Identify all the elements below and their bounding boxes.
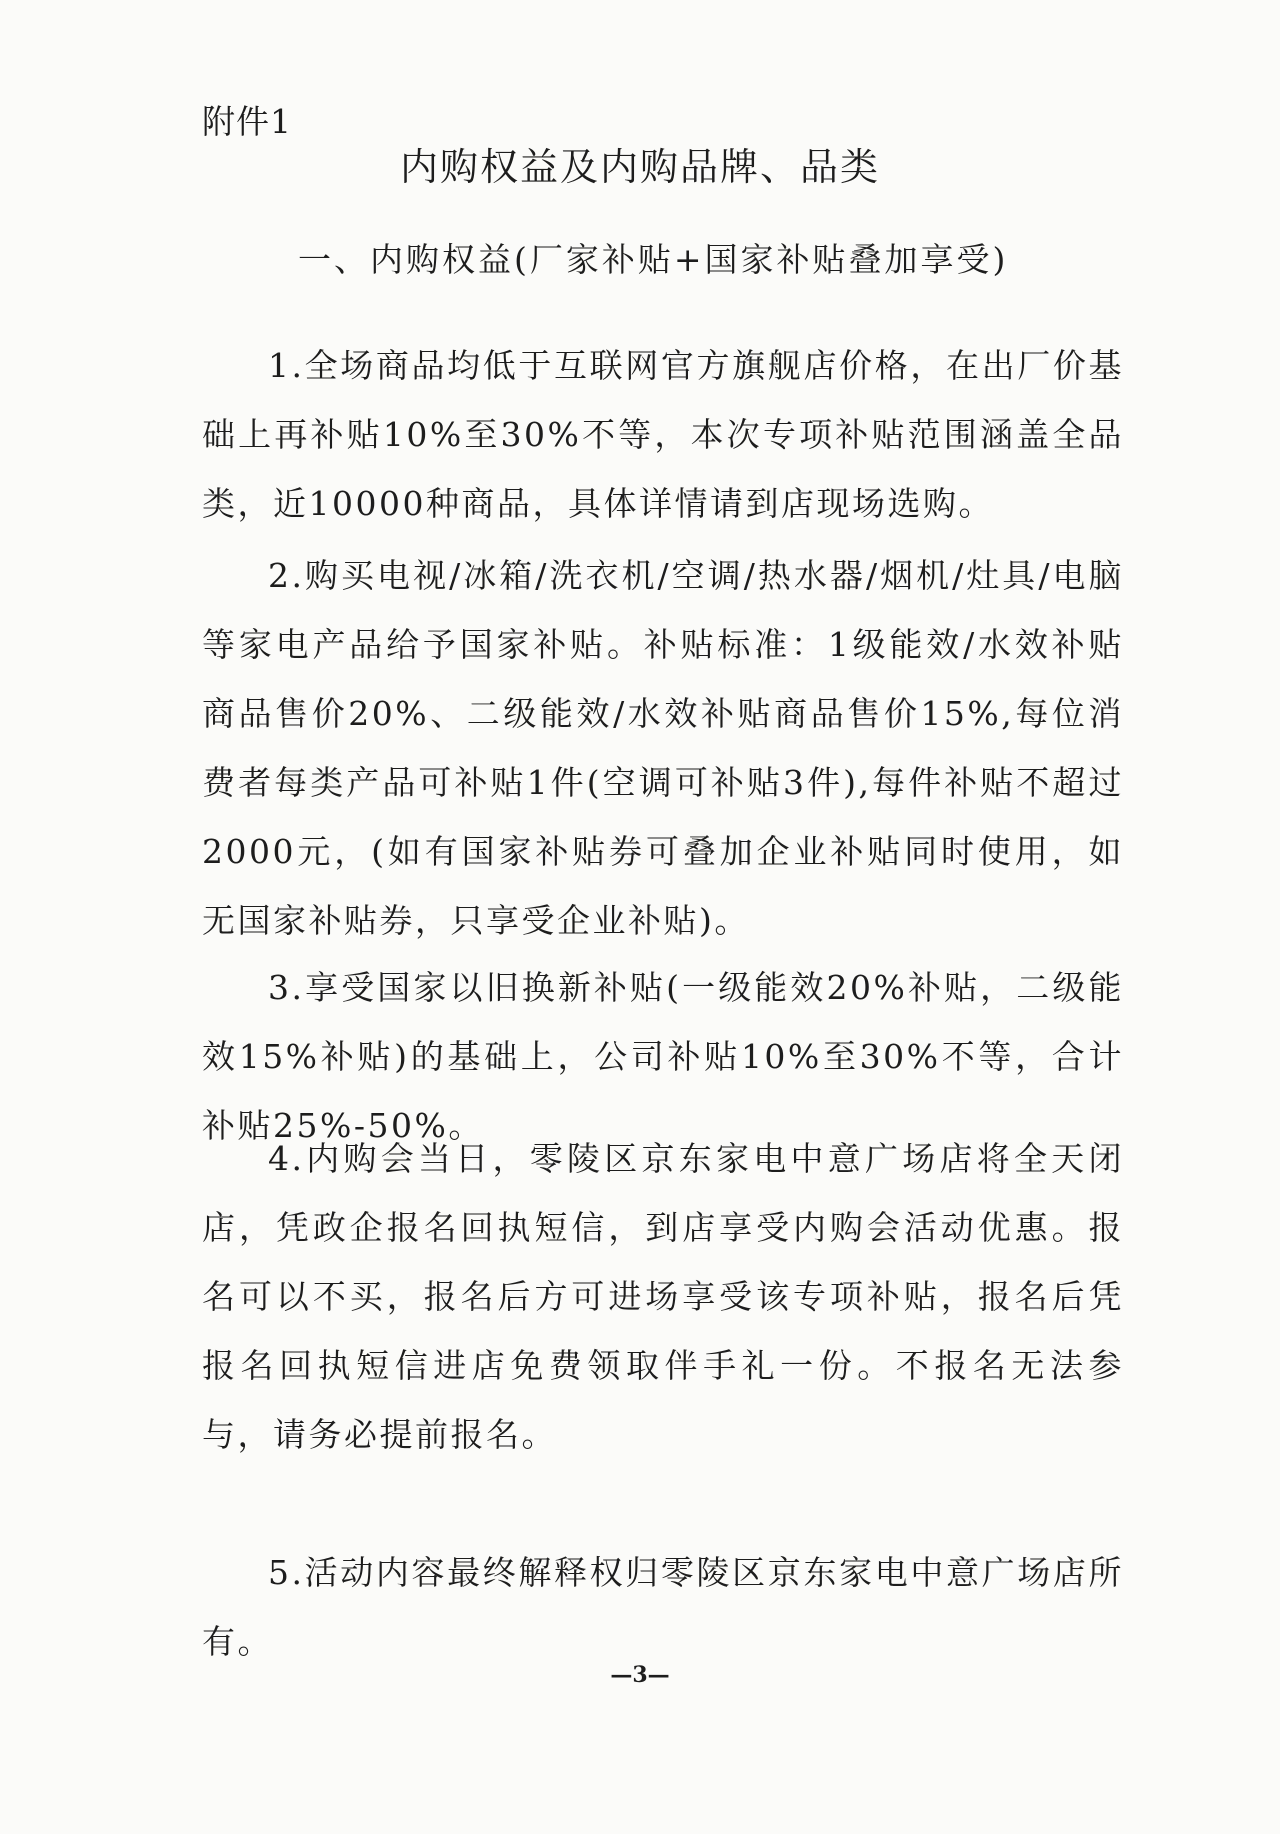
paragraph-5: 5.活动内容最终解释权归零陵区京东家电中意广场店所有。	[202, 1553, 1124, 1661]
section-heading: 一、内购权益(厂家补贴+国家补贴叠加享受)	[298, 240, 1009, 279]
attachment-label: 附件1	[202, 102, 292, 141]
paragraph-2: 2.购买电视/冰箱/洗衣机/空调/热水器/烟机/灶具/电脑等家电产品给予国家补贴。补贴标准：1级能效/水效补贴商品售价20%、二级能效/水效补贴商品售价15%,每位消费者每类产品可补贴1件(空调可补贴3件),每件补贴不超过2000元，(如有国家补贴券可叠加企业补贴同时使用，如无国家补贴券，只享受企业补贴)。	[202, 556, 1124, 940]
paragraph-4: 4.内购会当日，零陵区京东家电中意广场店将全天闭店，凭政企报名回执短信，到店享受内购会活动优惠。报名可以不买，报名后方可进场享受该专项补贴，报名后凭报名回执短信进店免费领取伴手礼一份。不报名无法参与，请务必提前报名。	[202, 1139, 1124, 1454]
paragraph-1: 1.全场商品均低于互联网官方旗舰店价格，在出厂价基础上再补贴10%至30%不等，本次专项补贴范围涵盖全品类，近10000种商品，具体详情请到店现场选购。	[202, 346, 1124, 523]
paragraph-3: 3.享受国家以旧换新补贴(一级能效20%补贴，二级能效15%补贴)的基础上，公司补贴10%至30%不等，合计补贴25%-50%。	[202, 968, 1124, 1145]
page-number: —3—	[610, 1662, 670, 1688]
document-title: 内购权益及内购品牌、品类	[399, 145, 880, 189]
